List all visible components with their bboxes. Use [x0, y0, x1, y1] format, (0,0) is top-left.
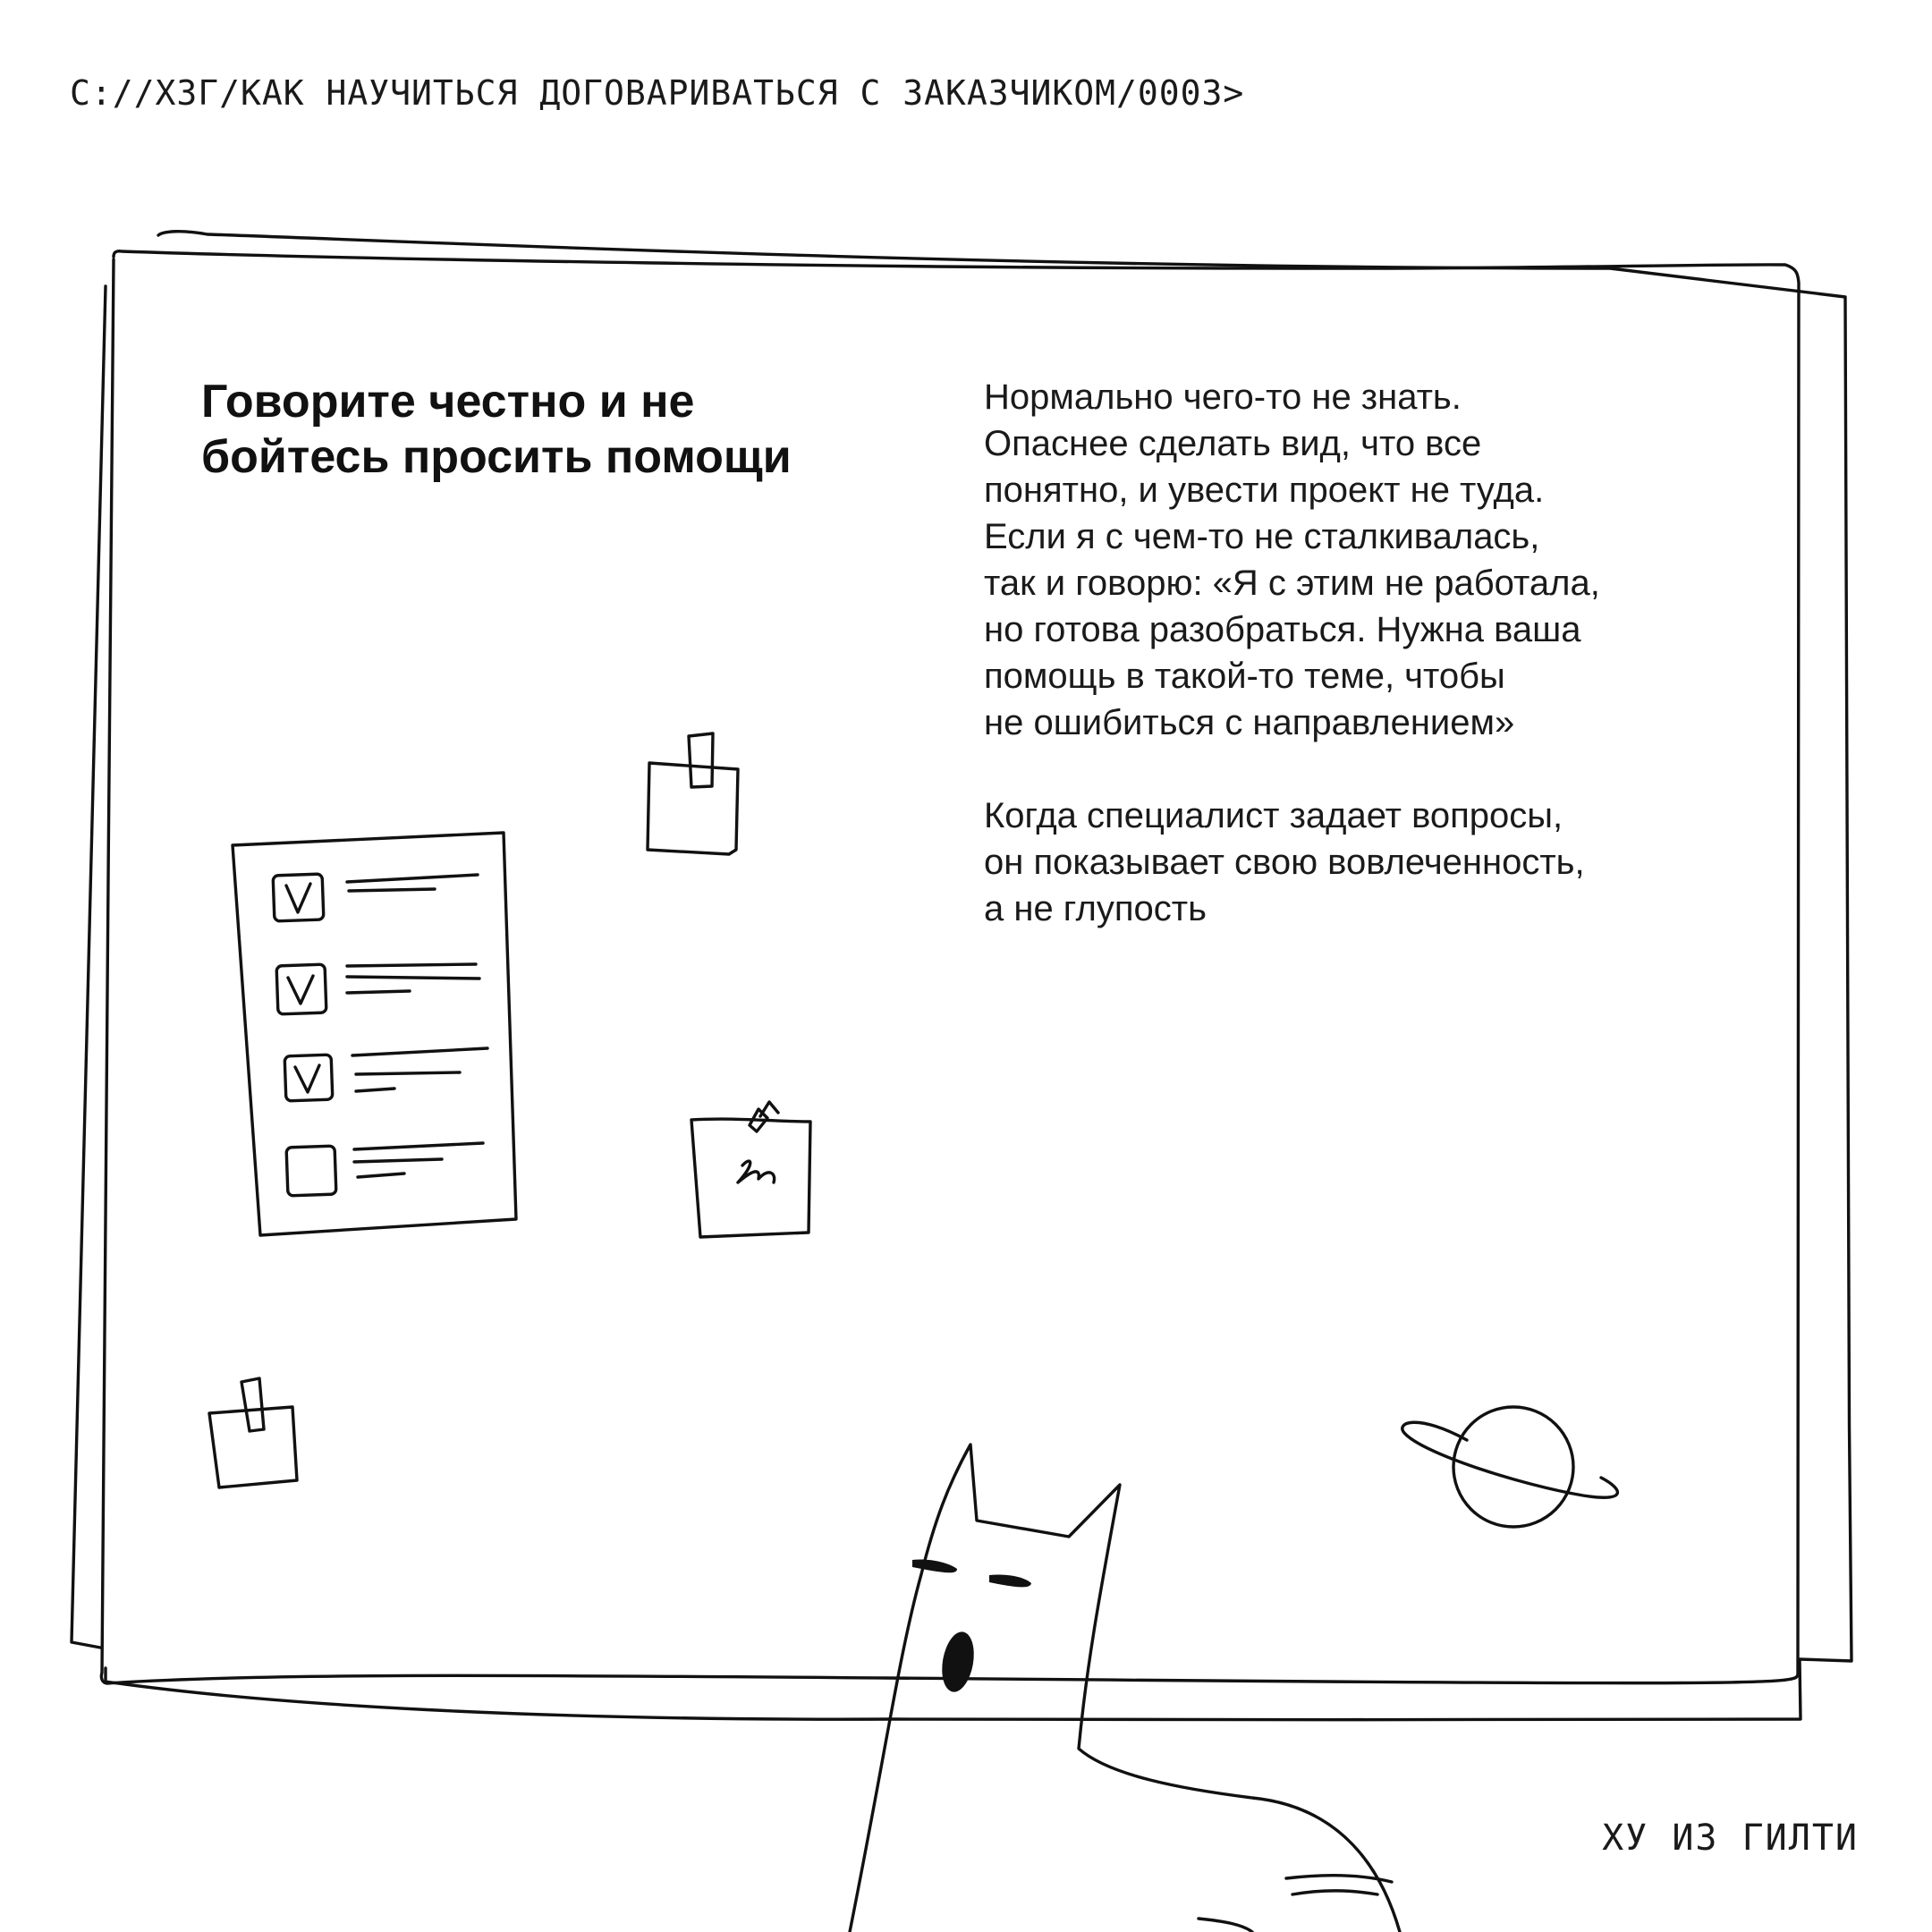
cat-face	[912, 1560, 1031, 1695]
section-heading: Говорите честно и не бойтесь просить помощи	[201, 376, 792, 483]
paragraph-1: Нормально чего-то не знать. Опаснее сделать вид, что все понятно, и увести проект не туда. Если я с чем-то не сталкивалась, так и говорю: «Я с этим не работала, но готова разобраться. Нужна ваша помощь в такой-то теме, чтобы не ошибиться с направлением»	[984, 377, 1600, 742]
cat-doodle	[850, 1445, 1400, 1932]
checklist-doodle	[233, 833, 516, 1235]
author-signature: ХУ ИЗ ГИЛТИ	[1602, 1818, 1859, 1859]
paragraph-2: Когда специалист задает вопросы, он показывает свою вовлеченность, а не глупость	[984, 796, 1585, 928]
body-text-block	[984, 374, 1717, 979]
breadcrumb-path: C://ХЗГ/КАК НАУЧИТЬСЯ ДОГОВАРИВАТЬСЯ С ЗАКАЗЧИКОМ/0003>	[70, 73, 1245, 113]
sticky-note-tape	[648, 733, 738, 854]
sticky-note-tape-small	[209, 1378, 297, 1487]
left-sheet-edge	[72, 286, 106, 1648]
sticky-note-pin	[691, 1102, 810, 1237]
planet-doodle	[1402, 1407, 1618, 1527]
